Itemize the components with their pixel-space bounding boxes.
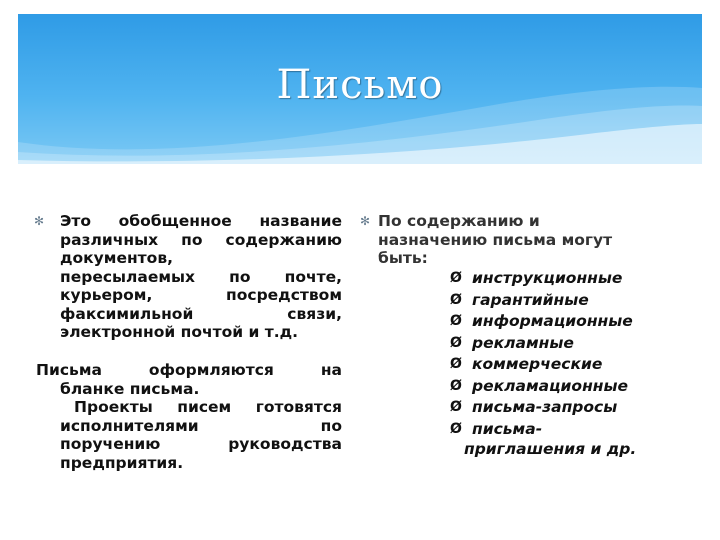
arrow-bullet-icon: Ø [450, 399, 462, 415]
list-item-label: гарантийные [472, 290, 589, 309]
bullet-star-icon: ✻ [34, 214, 45, 228]
letter-types-list [378, 268, 678, 458]
left-text-line: курьером, посредством [60, 286, 342, 304]
left-column [60, 212, 342, 342]
left-text-line: Это обобщенное название [60, 212, 342, 230]
left-text-line: исполнителями по [60, 416, 342, 435]
left-text-line: предприятия. [60, 453, 184, 472]
list-item-label: коммерческие [472, 355, 603, 373]
left-text-line: различных по содержанию [60, 230, 342, 249]
right-intro-line: быть: [378, 249, 428, 267]
left-text-line: бланке письма. [60, 379, 200, 398]
left-text-line: пересылаемых по почте, [60, 267, 342, 286]
list-item-label: письма-запросы [472, 398, 618, 416]
arrow-bullet-icon: Ø [450, 313, 462, 329]
arrow-bullet-icon: Ø [450, 270, 462, 286]
list-item-label: инструкционные [472, 269, 623, 287]
arrow-bullet-icon: Ø [450, 334, 462, 351]
list-item [450, 311, 678, 333]
list-item-label: письма- [472, 419, 543, 438]
title-banner [18, 14, 702, 164]
bullet-star-icon: ✻ [360, 214, 371, 228]
list-item-label: информационные [472, 312, 633, 330]
list-item [450, 268, 678, 290]
arrow-bullet-icon: Ø [450, 420, 462, 437]
right-intro-line: По содержанию и [378, 212, 540, 230]
right-column [378, 212, 648, 268]
list-item-label: рекламационные [472, 376, 629, 395]
right-intro-line: назначению письма могут [378, 230, 613, 249]
list-item [450, 419, 678, 441]
list-item [450, 290, 678, 312]
left-text-line: Письма оформляются на [36, 361, 342, 379]
list-item [450, 354, 678, 376]
list-item [450, 397, 678, 419]
list-item [450, 376, 678, 398]
left-paragraph-2 [36, 361, 342, 472]
arrow-bullet-icon: Ø [450, 377, 462, 394]
list-item-label: рекламные [472, 333, 574, 352]
left-text-line: поручению руководства [60, 435, 342, 453]
left-text-line: документов, [60, 249, 174, 267]
arrow-bullet-icon: Ø [450, 356, 462, 372]
page-title: Письмо [276, 62, 444, 108]
arrow-bullet-icon: Ø [450, 291, 462, 308]
list-item [450, 333, 678, 355]
list-item-continuation: приглашения и др. [464, 440, 637, 458]
left-text-line: факсимильной связи, [60, 304, 342, 323]
left-text-line: Проекты писем готовятся [74, 398, 342, 416]
left-text-line: электронной почтой и т.д. [60, 323, 299, 341]
